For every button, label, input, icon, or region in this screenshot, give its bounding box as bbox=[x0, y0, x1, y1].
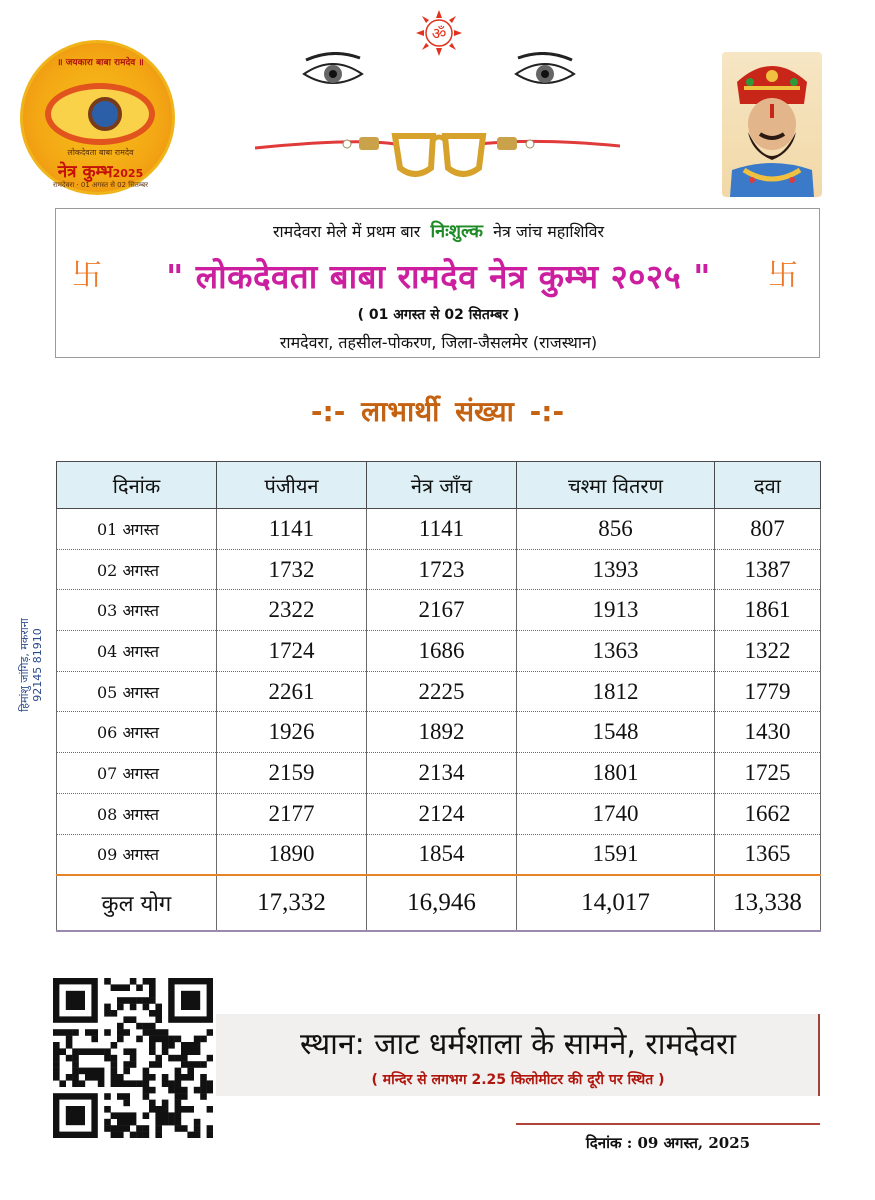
cell-eye-exam: 1686 bbox=[367, 631, 517, 672]
cell-registration: 2177 bbox=[217, 793, 367, 834]
left-eye-icon bbox=[300, 52, 366, 90]
table-row bbox=[57, 753, 821, 794]
cell-date: 04 अगस्त bbox=[57, 631, 217, 672]
om-sun-icon bbox=[414, 8, 464, 58]
cell-eye-exam: 1892 bbox=[367, 712, 517, 753]
col-header-date: दिनांक bbox=[57, 462, 217, 509]
cell-date: 02 अगस्त bbox=[57, 549, 217, 590]
col-header-eye-exam: नेत्र जाँच bbox=[367, 462, 517, 509]
swastika-right-icon: 卐 bbox=[768, 258, 798, 293]
cell-registration: 2322 bbox=[217, 590, 367, 631]
col-header-medicine: दवा bbox=[715, 462, 821, 509]
cell-registration: 2159 bbox=[217, 753, 367, 794]
cell-date: 05 अगस्त bbox=[57, 671, 217, 712]
cell-date: 01 अगस्त bbox=[57, 509, 217, 550]
cell-eye-exam: 2124 bbox=[367, 793, 517, 834]
cell-date: 03 अगस्त bbox=[57, 590, 217, 631]
netra-kumbh-logo bbox=[20, 40, 175, 195]
credit-name: हिमांशु जांगिड़, मकराना bbox=[18, 618, 31, 712]
baba-ramdev-portrait bbox=[722, 52, 822, 197]
col-header-spectacles: चश्मा वितरण bbox=[517, 462, 715, 509]
logo-place: रामदेवरा · 01 अगस्त से 02 सितम्बर bbox=[53, 181, 148, 189]
cell-spectacles: 856 bbox=[517, 509, 715, 550]
table-row bbox=[57, 631, 821, 672]
cell-eye-exam: 1141 bbox=[367, 509, 517, 550]
camp-intro-line: रामदेवरा मेले में प्रथम बार निःशुल्क नेत्र जांच महाशिविर bbox=[272, 221, 605, 242]
cell-eye-exam: 2134 bbox=[367, 753, 517, 794]
cell-medicine: 1779 bbox=[715, 671, 821, 712]
table-row bbox=[57, 712, 821, 753]
logo-subtitle: लोकदेवता बाबा रामदेव bbox=[67, 148, 134, 157]
table-row bbox=[57, 509, 821, 550]
swastika-left-icon: 卐 bbox=[72, 258, 102, 293]
cell-medicine: 1662 bbox=[715, 793, 821, 834]
total-spectacles: 14,017 bbox=[517, 875, 715, 931]
beneficiary-table bbox=[56, 461, 821, 932]
cell-registration: 1724 bbox=[217, 631, 367, 672]
cell-date: 06 अगस्त bbox=[57, 712, 217, 753]
cell-registration: 1732 bbox=[217, 549, 367, 590]
cell-registration: 1926 bbox=[217, 712, 367, 753]
table-row bbox=[57, 793, 821, 834]
cell-registration: 1890 bbox=[217, 834, 367, 875]
cell-spectacles: 1913 bbox=[517, 590, 715, 631]
svg-text:ॐ: ॐ bbox=[431, 24, 447, 43]
camp-dates: ( 01 अगस्त से 02 सितम्बर ) bbox=[357, 307, 520, 323]
free-label: निःशुल्क bbox=[430, 221, 483, 242]
table-row bbox=[57, 834, 821, 875]
cell-spectacles: 1363 bbox=[517, 631, 715, 672]
cell-registration: 1141 bbox=[217, 509, 367, 550]
beneficiary-count-heading: -:- लाभार्थी संख्या -:- bbox=[310, 395, 565, 428]
venue-distance-note: ( मन्दिर से लगभग 2.25 किलोमीटर की दूरी पर स्थित ) bbox=[371, 1072, 665, 1088]
total-row bbox=[57, 875, 821, 931]
venue-box bbox=[216, 1014, 820, 1096]
cell-spectacles: 1393 bbox=[517, 549, 715, 590]
logo-eye-icon bbox=[45, 83, 155, 145]
credit-phone: 92145 81910 bbox=[31, 628, 44, 702]
cell-medicine: 1365 bbox=[715, 834, 821, 875]
camp-location: रामदेवरा, तहसील-पोकरण, जिला-जैसलमेर (राजस्थान) bbox=[279, 333, 598, 352]
qr-code[interactable] bbox=[53, 978, 213, 1138]
cell-medicine: 1322 bbox=[715, 631, 821, 672]
cell-spectacles: 1591 bbox=[517, 834, 715, 875]
right-eye-icon bbox=[512, 52, 578, 90]
cell-eye-exam: 2225 bbox=[367, 671, 517, 712]
total-registration: 17,332 bbox=[217, 875, 367, 931]
cell-medicine: 1861 bbox=[715, 590, 821, 631]
rakhi-spectacles-icon bbox=[255, 120, 620, 190]
cell-eye-exam: 2167 bbox=[367, 590, 517, 631]
cell-medicine: 807 bbox=[715, 509, 821, 550]
logo-arc-text: ॥ जयकारा बाबा रामदेव ॥ bbox=[57, 58, 144, 68]
table-header-row bbox=[57, 462, 821, 509]
cell-date: 09 अगस्त bbox=[57, 834, 217, 875]
camp-title: " लोकदेवता बाबा रामदेव नेत्र कुम्भ २०२५ " bbox=[166, 257, 711, 296]
cell-eye-exam: 1854 bbox=[367, 834, 517, 875]
cell-medicine: 1725 bbox=[715, 753, 821, 794]
cell-medicine: 1430 bbox=[715, 712, 821, 753]
cell-spectacles: 1812 bbox=[517, 671, 715, 712]
cell-eye-exam: 1723 bbox=[367, 549, 517, 590]
cell-spectacles: 1740 bbox=[517, 793, 715, 834]
cell-date: 08 अगस्त bbox=[57, 793, 217, 834]
cell-spectacles: 1801 bbox=[517, 753, 715, 794]
side-credit bbox=[8, 585, 48, 745]
cell-spectacles: 1548 bbox=[517, 712, 715, 753]
table-row bbox=[57, 549, 821, 590]
issue-date: दिनांक : 09 अगस्त, 2025 bbox=[585, 1134, 751, 1152]
portrait-image bbox=[722, 52, 822, 197]
total-label: कुल योग bbox=[57, 875, 217, 931]
venue-address: स्थान: जाट धर्मशाला के सामने, रामदेवरा bbox=[299, 1027, 737, 1062]
cell-registration: 2261 bbox=[217, 671, 367, 712]
divider bbox=[516, 1123, 820, 1125]
total-medicine: 13,338 bbox=[715, 875, 821, 931]
camp-header-box bbox=[55, 208, 820, 358]
col-header-registration: पंजीयन bbox=[217, 462, 367, 509]
cell-date: 07 अगस्त bbox=[57, 753, 217, 794]
cell-medicine: 1387 bbox=[715, 549, 821, 590]
logo-name: नेत्र कुम्भ2025 bbox=[57, 162, 144, 182]
table-row bbox=[57, 671, 821, 712]
total-eye-exam: 16,946 bbox=[367, 875, 517, 931]
table-row bbox=[57, 590, 821, 631]
